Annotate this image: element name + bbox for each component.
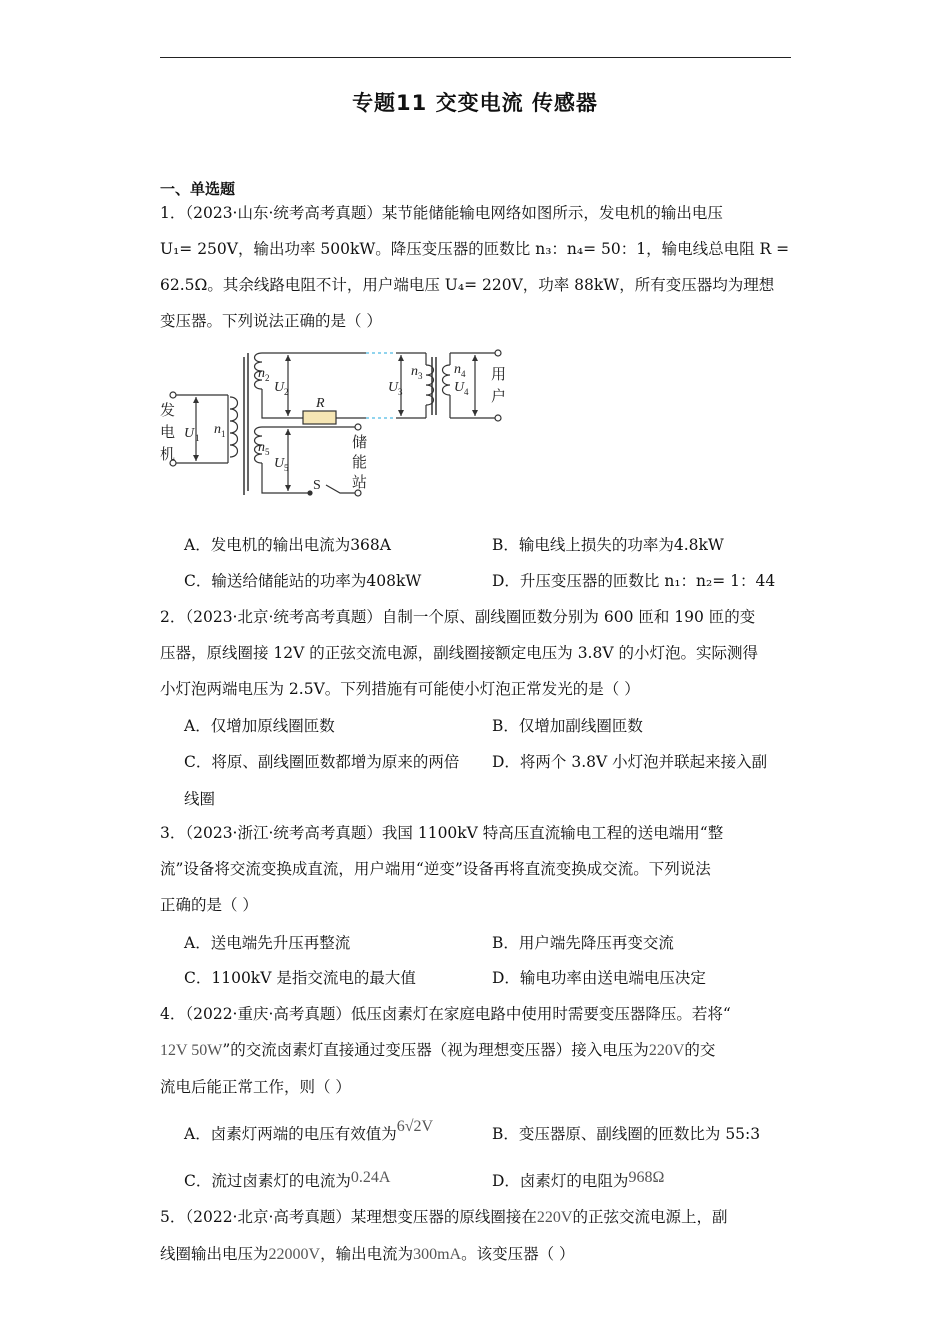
coil-n1 bbox=[230, 397, 238, 457]
label-S: S bbox=[313, 478, 321, 493]
value-12v50w: 12V 50W bbox=[160, 1042, 223, 1059]
question-text: 线圈输出电压为 bbox=[160, 1245, 269, 1263]
option-text: D．卤素灯的电阻为 bbox=[492, 1172, 629, 1190]
q4-option-a bbox=[184, 1118, 434, 1147]
label-sub: 4 bbox=[461, 369, 466, 379]
q2-option-a: A．仅增加原线圈匝数 bbox=[184, 717, 335, 735]
question-line: 小灯泡两端电压为 2.5V。下列措施有可能使小灯泡正常发光的是（ ） bbox=[160, 680, 640, 698]
label-n2: n bbox=[258, 366, 265, 381]
value-0.24a: 0.24A bbox=[350, 1169, 391, 1186]
question-line: 流电后能正常工作，则（ ） bbox=[160, 1078, 351, 1096]
question-5 bbox=[160, 1199, 792, 1273]
user-char: 户 bbox=[491, 389, 507, 405]
value-300ma: 300mA bbox=[413, 1246, 462, 1263]
label-n5: n bbox=[258, 440, 265, 455]
label-sub: 2 bbox=[284, 387, 289, 397]
value-220v: 220V bbox=[648, 1042, 685, 1059]
question-line: 正确的是（ ） bbox=[160, 896, 258, 914]
q1-option-b: B．输电线上损失的功率为4.8kW bbox=[492, 536, 724, 554]
question-line: 变压器。下列说法正确的是（ ） bbox=[160, 312, 382, 330]
value-968ohm: 968Ω bbox=[628, 1169, 665, 1186]
question-line: 1．（2023·山东·统考高考真题）某节能储能输电网络如图所示，发电机的输出电压 bbox=[160, 204, 723, 222]
question-line: 2．（2023·北京·统考高考真题）自制一个原、副线圈匝数分别为 600 匝和 190 匝的变 bbox=[160, 608, 756, 626]
question-line: 4．（2022·重庆·高考真题）低压卤素灯在家庭电路中使用时需要变压器降压。若将“ bbox=[160, 1005, 731, 1023]
label-U4: U bbox=[454, 380, 465, 395]
option-text: A．卤素灯两端的电压有效值为 bbox=[184, 1125, 397, 1143]
label-n3: n bbox=[411, 364, 418, 379]
label-U3: U bbox=[388, 380, 399, 395]
label-sub: 1 bbox=[221, 429, 226, 439]
transformer-core bbox=[244, 353, 248, 495]
label-sub: 5 bbox=[265, 447, 270, 457]
label-sub: 4 bbox=[464, 387, 469, 397]
q1-option-d: D．升压变压器的匝数比 n₁：n₂= 1：44 bbox=[492, 572, 776, 590]
question-line: 流”设备将交流变换成直流，用户端用“逆变”设备再将直流变换成交流。下列说法 bbox=[160, 860, 711, 878]
q3-option-d: D．输电功率由送电端电压决定 bbox=[492, 969, 706, 987]
transmission-circuit-diagram bbox=[158, 345, 520, 497]
label-U2: U bbox=[274, 380, 285, 395]
q4-option-d bbox=[492, 1169, 664, 1194]
q3-option-a: A．送电端先升压再整流 bbox=[184, 934, 351, 952]
label-n4: n bbox=[454, 362, 461, 377]
question-text: ”的交流卤素灯直接通过变压器（视为理想变压器）接入电压为 bbox=[222, 1041, 649, 1059]
station-char: 站 bbox=[352, 475, 368, 491]
q2-option-c: C．将原、副线圈匝数都增为原来的两倍 bbox=[184, 753, 460, 771]
label-U1: U bbox=[184, 426, 195, 441]
transformer-core-2 bbox=[432, 357, 436, 415]
section-heading: 一、单选题 bbox=[160, 180, 236, 198]
label-sub: 3 bbox=[418, 371, 423, 381]
question-text: 的正弦交流电源上，副 bbox=[572, 1208, 728, 1226]
generator-char: 机 bbox=[160, 447, 176, 463]
q4-option-c bbox=[184, 1169, 390, 1194]
header-rule bbox=[160, 57, 791, 58]
question-text: 的交 bbox=[684, 1041, 716, 1059]
q4-option-b: B．变压器原、副线圈的匝数比为 55:3 bbox=[492, 1125, 761, 1143]
value-6root2v: 6√2V bbox=[396, 1118, 434, 1135]
generator-char: 发 bbox=[160, 403, 176, 419]
value-220v: 220V bbox=[536, 1209, 573, 1226]
q1-option-c: C．输送给储能站的功率为408kW bbox=[184, 572, 422, 590]
question-1 bbox=[160, 195, 792, 339]
label-sub: 2 bbox=[265, 373, 270, 383]
label-sub: 1 bbox=[195, 433, 200, 443]
label-sub: 5 bbox=[284, 463, 289, 473]
label-n1: n bbox=[214, 422, 221, 437]
question-line bbox=[160, 1236, 792, 1273]
label-sub: 3 bbox=[398, 387, 403, 397]
coil-n4 bbox=[443, 365, 451, 395]
resistor-R bbox=[303, 411, 336, 424]
question-text: 5．（2022·北京·高考真题）某理想变压器的原线圈接在 bbox=[160, 1208, 537, 1226]
question-line: 压器，原线圈接 12V 的正弦交流电源，副线圈接额定电压为 3.8V 的小灯泡。实际测得 bbox=[160, 644, 758, 662]
question-line: U₁= 250V，输出功率 500kW。降压变压器的匝数比 n₃：n₄= 50：1，输电线总电阻 R = bbox=[160, 240, 790, 258]
station-char: 储 bbox=[352, 435, 368, 451]
q3-option-b: B．用户端先降压再变交流 bbox=[492, 934, 674, 952]
question-2 bbox=[160, 599, 792, 707]
question-line: 62.5Ω。其余线路电阻不计，用户端电压 U₄= 220V，功率 88kW，所有变压器均为理想 bbox=[160, 276, 775, 294]
q2-option-d-cont: 线圈 bbox=[184, 790, 216, 808]
question-line bbox=[160, 1199, 792, 1236]
question-text: ，输出电流为 bbox=[320, 1245, 414, 1263]
label-U5: U bbox=[274, 456, 285, 471]
question-line: 3．（2023·浙江·统考高考真题）我国 1100kV 特高压直流输电工程的送电端用“整 bbox=[160, 824, 724, 842]
question-4 bbox=[160, 996, 792, 1105]
q2-option-b: B．仅增加副线圈匝数 bbox=[492, 717, 643, 735]
generator-char: 电 bbox=[160, 425, 176, 441]
question-line bbox=[160, 1032, 792, 1069]
question-3 bbox=[160, 815, 792, 923]
q1-option-a: A．发电机的输出电流为368A bbox=[184, 536, 391, 554]
q2-option-d: D．将两个 3.8V 小灯泡并联起来接入副 bbox=[492, 753, 768, 771]
value-22000v: 22000V bbox=[268, 1246, 321, 1263]
q3-option-c: C．1100kV 是指交流电的最大值 bbox=[184, 969, 416, 987]
station-char: 能 bbox=[352, 455, 368, 471]
user-char: 用 bbox=[491, 367, 507, 383]
question-text: 。该变压器（ ） bbox=[461, 1245, 575, 1263]
label-R: R bbox=[316, 396, 325, 411]
option-text: C．流过卤素灯的电流为 bbox=[184, 1172, 351, 1190]
page-title: 专题11 交变电流 传感器 bbox=[352, 91, 598, 115]
